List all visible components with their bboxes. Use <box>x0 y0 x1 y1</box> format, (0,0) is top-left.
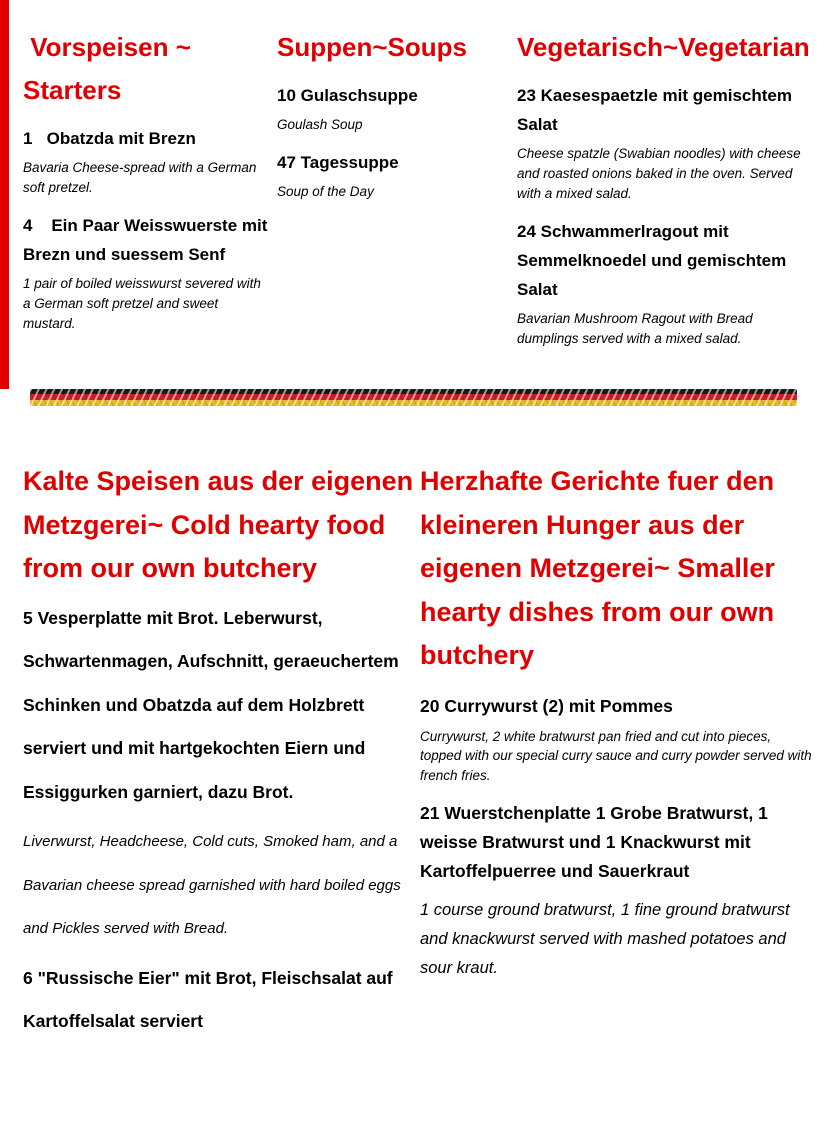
menu-item-name: 5 Vesperplatte mit Brot. Leberwurst, Schwartenmagen, Aufschnitt, geraeuchertem Schinken und Obatzda auf dem Holzbrett serviert und mit hartgekochten Eiern und Essiggurken garniert, dazu Brot. <box>23 607 399 802</box>
menu-item-name: 24 Schwammerlragout mit Semmelknoedel und gemischtem Salat <box>517 222 791 299</box>
section-soups <box>277 26 502 362</box>
menu-item-name: 23 Kaesespaetzle mit gemischtem Salat <box>517 86 797 134</box>
menu-item-description: Cheese spatzle (Swabian noodles) with cheese and roasted onions baked in the oven. Served with a mixed salad. <box>517 146 801 201</box>
menu-item-name: 1 Obatzda mit Brezn <box>23 129 196 148</box>
menu-item-name: 21 Wuerstchenplatte 1 Grobe Bratwurst, 1 weisse Bratwurst und 1 Knackwurst mit Kartoffelpuerree und Sauerkraut <box>420 803 768 881</box>
section-starters <box>23 26 273 362</box>
section-title-soups: Suppen~Soups <box>277 32 467 62</box>
menu-item-name: 47 Tagessuppe <box>277 153 399 172</box>
section-title-hearty-dishes: Herzhafte Gerichte fuer den kleineren Hunger aus der eigenen Metzgerei~ Smaller hearty dishes from our own butchery <box>420 466 775 670</box>
bottom-menu-sections <box>23 460 815 1050</box>
menu-item-description: Currywurst, 2 white bratwurst pan fried and cut into pieces, topped with our special curry sauce and curry powder served with french fries. <box>420 728 812 783</box>
menu-item-description: Liverwurst, Headcheese, Cold cuts, Smoked ham, and a Bavarian cheese spread garnished with hard boiled eggs and Pickles served with Bread. <box>23 833 401 937</box>
german-flag-divider <box>30 389 797 406</box>
section-hearty-dishes <box>420 460 815 1050</box>
section-title-cold-dishes: Kalte Speisen aus der eigenen Metzgerei~ Cold hearty food from our own butchery <box>23 466 414 583</box>
menu-item-name: 6 "Russische Eier" mit Brot, Fleischsalat auf Kartoffelsalat serviert <box>23 967 393 1031</box>
menu-item-description: 1 pair of boiled weisswurst severed with a German soft pretzel and sweet mustard. <box>23 276 261 331</box>
menu-item-name: 4 Ein Paar Weisswuerste mit Brezn und suessem Senf <box>23 216 273 264</box>
menu-item-name: 20 Currywurst (2) mit Pommes <box>420 695 673 716</box>
menu-item-name: 10 Gulaschsuppe <box>277 86 418 105</box>
section-vegetarian <box>517 26 817 362</box>
section-title-starters: Vorspeisen ~ Starters <box>23 32 199 105</box>
top-menu-sections <box>0 0 828 362</box>
menu-item-description: Soup of the Day <box>277 184 374 199</box>
menu-item-description: Bavaria Cheese-spread with a German soft pretzel. <box>23 160 257 195</box>
left-red-accent-bar <box>0 0 9 389</box>
section-cold-dishes <box>23 460 418 1050</box>
menu-item-description: Goulash Soup <box>277 117 363 132</box>
section-title-vegetarian: Vegetarisch~Vegetarian <box>517 32 810 62</box>
menu-item-description: Bavarian Mushroom Ragout with Bread dumplings served with a mixed salad. <box>517 311 753 346</box>
menu-item-description: 1 course ground bratwurst, 1 fine ground bratwurst and knackwurst served with mashed potatoes and sour kraut. <box>420 901 790 977</box>
